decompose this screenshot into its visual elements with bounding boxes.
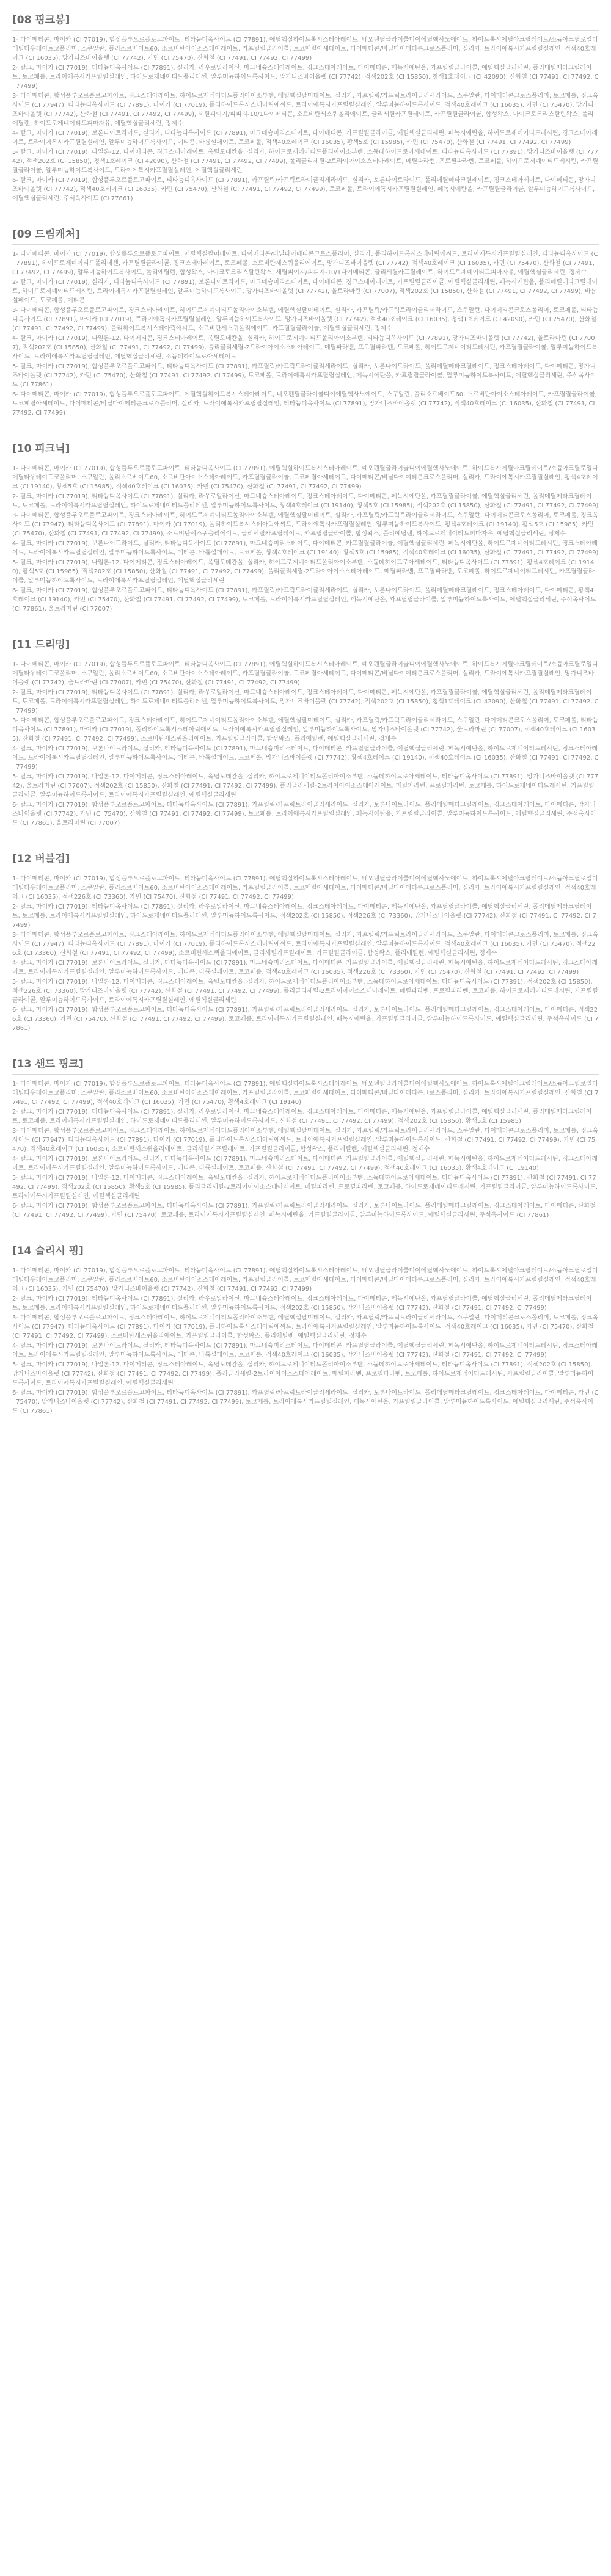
ingredient-list: 5- 탈크, 마이카 (CI 77019), 나일론-12, 다이메티콘, 징크스테아레이트, 옥틸도데칸올, 실리카, 하이드로제네이티드폴리아이소부텐, 소듐데하이드로아세테이트, 티타늄디옥사이드 (CI 77891), 황색4호레이크 (CI 19140), 황색5호 (CI 15985), 적색202호 (CI 15850), 산화철 (CI 77491, CI 77492, CI 77499), 폴리글리세릴-2트라이아이소스테아레이트, 메틸파라벤, 프로필파라벤, 토코페롤, 하이드로제네이티드레시틴, 카프릴릴글라이콜, 알루미늄하이드록사이드, 트라이에톡시카프릴릴실레인, 에틸헥실글리세린 <box>12 559 595 584</box>
ingredient-list: 4- 탈크, 마이카 (CI 77019), 보론나이트라이드, 실리카, 티타늄디옥사이드 (CI 77891), 마그네슘미리스테이트, 다이메티콘, 카프릴릴글라이콜, 에틸헥실글리세린, 페녹시에탄올, 하이드로제네이티드레시틴, 징크스테아레이트, 트라이에톡시카프릴릴실레인, 알루미늄하이드록사이드, 메티콘, 바륨설페이트, 토코페롤, 적색40호레이크 (CI 16035), 황색5호 (CI 15985), 카민 (CI 75470), 산화철 (CI 77491, CI 77492, CI 77499) <box>12 130 598 146</box>
ingredient-list: 2- 탈크, 마이카 (CI 77019), 티타늄디옥사이드 (CI 77891), 실리카, 라우로일라이신, 마그네슘스테아레이트, 징크스테아레이트, 다이메티콘, 페녹시에탄올, 카프릴릴글라이콜, 에틸헥실글리세린, 폴리메틸메타크릴레이트, 토코페롤, 트라이에톡시카프릴릴실레인, 하이드로제네이티드폴리데센, 알루미늄하이드록사이드, 황색4호레이크 (CI 19140), 황색5호 (CI 15985), 적색202호 (CI 15850), 산화철 (CI 77491, CI 77492, CI 77499) <box>12 493 599 509</box>
shade-section <box>12 225 599 418</box>
ingredient-list: 6- 탈크, 마이카 (CI 77019), 합성플루오르플로고파이트, 티타늄디옥사이드 (CI 77891), 카프릴릭/카프릭트라이글리세라이드, 실리카, 보론나이트라이드, 폴리메틸메타크릴레이트, 징크스테아레이트, 다이메티콘, 카민 (CI 75470), 망가니즈바이올렛 (CI 77742), 산화철 (CI 77491, CI 77492, CI 77499), 토코페롤, 트라이에톡시카프릴릴실레인, 페녹시에탄올, 카프릴릴글라이콜, 알루미늄하이드록사이드, 에틸헥실글리세린, 주석옥사이드 (CI 77861) <box>12 1390 599 1415</box>
ingredient-list: 5- 탈크, 마이카 (CI 77019), 나일론-12, 다이메티콘, 징크스테아레이트, 옥틸도데칸올, 실리카, 하이드로제네이티드폴리아이소부텐, 소듐데하이드로아세테이트, 티타늄디옥사이드 (CI 77891), 적색202호 (CI 15850), 적색226호 (CI 73360), 망가니즈바이올렛 (CI 77742), 산화철 (CI 77491, CI 77492, CI 77499), 폴리글리세릴-2트라이아이소스테아레이트, 메틸파라벤, 프로필파라벤, 토코페롤, 하이드로제네이티드레시틴, 카프릴릴글라이콜, 알루미늄하이드록사이드, 트라이에톡시카프릴릴실레인, 에틸헥실글리세린 <box>12 979 598 1004</box>
shade-title: [14 슬리시 핑] <box>12 1245 84 1257</box>
ingredient-list: 3- 다이메티콘, 합성플루오르플로고파이트, 징크스테아레이트, 하이드로제네이티드폴리아이소부텐, 에틸헥실팔미테이트, 실리카, 카프릴릭/카프릭트라이글리세라이드, 스쿠알란, 다이메티콘크로스폴리머, 토코페롤, 징크옥사이드 (CI 77947), 티타늄디옥사이드 (CI 77891), 마이카 (CI 77019), 폴리하이드록시스테아릭애씨드, 트라이에톡시카프릴릴실레인, 알루미늄하이드록사이드, 적색40호레이크 (CI 16035), 카민 (CI 75470), 적색226호 (CI 73360), 산화철 (CI 77491, CI 77492, CI 77499), 소르비탄세스퀴올리에이트, 글리세릴카프릴레이트, 카프릴릴글라이콜, 합성왁스, 폴리에틸렌, 에틸헥실글리세린, 정제수 <box>12 932 599 957</box>
ingredient-list: 1- 다이메티콘, 마이카 (CI 77019), 합성플루오르플로고파이트, 티타늄디옥사이드 (CI 77891), 에틸헥실하이드록시스테아레이트, 네오펜틸글라이콜디이에틸헥사노에이트, 하이드록시에틸아크릴레이트/소듐아크릴로일디메틸타우레이트코폴리머, 스쿠알란, 폴리소르베이트60, 소르비탄아이소스테아레이트, 카프릴릴글라이콜, 토코페릴아세테이트, 다이메티콘/비닐다이메티콘크로스폴리머, 실리카, 트라이에톡시카프릴릴실레인, 황색4호레이크 (CI 19140), 황색5호 (CI 15985), 적색40호레이크 (CI 16035), 카민 (CI 75470), 산화철 (CI 77491, CI 77492, CI 77499) <box>12 465 598 490</box>
section-divider <box>12 1074 599 1075</box>
ingredient-list: 3- 다이메티콘, 합성플루오르플로고파이트, 징크스테아레이트, 하이드로제네이티드폴리아이소부텐, 에틸헥실팔미테이트, 실리카, 카프릴릭/카프릭트라이글리세라이드, 스쿠알란, 다이메티콘크로스폴리머, 토코페롤, 티타늄디옥사이드 (CI 77891), 마이카 (CI 77019), 트라이에톡시카프릴릴실레인, 알루미늄하이드록사이드, 망가니즈바이올렛 (CI 77742), 적색40호레이크 (CI 16035), 청색1호레이크 (CI 42090), 카민 (CI 75470), 산화철 (CI 77491, CI 77492, CI 77499), 폴리하이드록시스테아릭애씨드, 소르비탄세스퀴올리에이트, 카프릴릴글라이콜, 에틸헥실글리세린, 정제수 <box>12 307 599 332</box>
ingredient-list: 1- 다이메티콘, 마이카 (CI 77019), 합성플루오르플로고파이트, 티타늄디옥사이드 (CI 77891), 에틸헥실하이드록시스테아레이트, 네오펜틸글라이콜디이에틸헥사노에이트, 하이드록시에틸아크릴레이트/소듐아크릴로일디메틸타우레이트코폴리머, 스쿠알란, 폴리소르베이트60, 소르비탄아이소스테아레이트, 카프릴릴글라이콜, 토코페릴아세테이트, 다이메티콘/비닐다이메티콘크로스폴리머, 실리카, 트라이에톡시카프릴릴실레인, 적색40호레이크 (CI 16035), 적색226호 (CI 73360), 카민 (CI 75470), 산화철 (CI 77491, CI 77492, CI 77499) <box>12 876 598 901</box>
ingredient-list: 2- 탈크, 마이카 (CI 77019), 실리카, 티타늄디옥사이드 (CI 77891), 보론나이트라이드, 마그네슘미리스테이트, 다이메티콘, 징크스테아레이트, 카프릴릴글라이콜, 에틸헥실글리세린, 페녹시에탄올, 폴리메틸메타크릴레이트, 하이드로제네이티드레시틴, 트라이에톡시카프릴릴실레인, 알루미늄하이드록사이드, 망가니즈바이올렛 (CI 77742), 울트라마린 (CI 77007), 적색202호 (CI 15850), 산화철 (CI 77491, CI 77492, CI 77499), 바륨설페이트, 토코페롤, 메티콘 <box>12 279 598 304</box>
ingredient-list: 1- 다이메티콘, 마이카 (CI 77019), 합성플루오르플로고파이트, 티타늄디옥사이드 (CI 77891), 에틸헥실하이드록시스테아레이트, 네오펜틸글라이콜디이에틸헥사노에이트, 하이드록시에틸아크릴레이트/소듐아크릴로일디메틸타우레이트코폴리머, 스쿠알란, 폴리소르베이트60, 소르비탄아이소스테아레이트, 카프릴릴글라이콜, 토코페릴아세테이트, 다이메티콘/비닐다이메티콘크로스폴리머, 실리카, 트라이에톡시카프릴릴실레인, 적색40호레이크 (CI 16035), 카민 (CI 75470), 망가니즈바이올렛 (CI 77742), 산화철 (CI 77491, CI 77492, CI 77499) <box>12 1268 598 1293</box>
section-divider <box>12 30 599 31</box>
shade-section <box>12 1055 599 1220</box>
ingredient-list: 6- 탈크, 마이카 (CI 77019), 합성플루오르플로고파이트, 티타늄디옥사이드 (CI 77891), 카프릴릭/카프릭트라이글리세라이드, 실리카, 보론나이트라이드, 폴리메틸메타크릴레이트, 징크스테아레이트, 다이메티콘, 산화철 (CI 77491, CI 77492, CI 77499), 카민 (CI 75470), 토코페롤, 트라이에톡시카프릴릴실레인, 페녹시에탄올, 카프릴릴글라이콜, 알루미늄하이드록사이드, 에틸헥실글리세린, 주석옥사이드 (CI 77861) <box>12 1203 596 1219</box>
shade-title: [12 버블검] <box>12 853 70 865</box>
ingredient-list: 4- 탈크, 마이카 (CI 77019), 보론나이트라이드, 실리카, 티타늄디옥사이드 (CI 77891), 마그네슘미리스테이트, 다이메티콘, 카프릴릴글라이콜, 에틸헥실글리세린, 페녹시에탄올, 하이드로제네이티드레시틴, 징크스테아레이트, 트라이에톡시카프릴릴실레인, 알루미늄하이드록사이드, 메티콘, 바륨설페이트, 토코페롤, 망가니즈바이올렛 (CI 77742), 황색4호레이크 (CI 19140), 적색40호레이크 (CI 16035), 산화철 (CI 77491, CI 77492, CI 77499) <box>12 746 599 771</box>
ingredient-list: 6- 탈크, 마이카 (CI 77019), 합성플루오르플로고파이트, 티타늄디옥사이드 (CI 77891), 카프릴릭/카프릭트라이글리세라이드, 실리카, 보론나이트라이드, 폴리메틸메타크릴레이트, 징크스테아레이트, 다이메티콘, 망가니즈바이올렛 (CI 77742), 카민 (CI 75470), 산화철 (CI 77491, CI 77492, CI 77499), 토코페롤, 트라이에톡시카프릴릴실레인, 페녹시에탄올, 카프릴릴글라이콜, 알루미늄하이드록사이드, 에틸헥실글리세린, 주석옥사이드 (CI 77861), 울트라마린 (CI 77007) <box>12 802 596 827</box>
shade-title: [08 핑크봉] <box>12 14 70 26</box>
ingredient-list: 1- 다이메티콘, 마이카 (CI 77019), 합성플루오르플로고파이트, 티타늄디옥사이드 (CI 77891), 에틸헥실하이드록시스테아레이트, 네오펜틸글라이콜디이에틸헥사노에이트, 하이드록시에틸아크릴레이트/소듐아크릴로일디메틸타우레이트코폴리머, 스쿠알란, 폴리소르베이트60, 소르비탄아이소스테아레이트, 카프릴릴글라이콜, 토코페릴아세테이트, 다이메티콘/비닐다이메티콘크로스폴리머, 실리카, 트라이에톡시카프릴릴실레인, 산화철 (CI 77491, CI 77492, CI 77499), 적색40호레이크 (CI 16035), 카민 (CI 75470), 황색4호레이크 (CI 19140) <box>12 1081 599 1106</box>
shade-section <box>12 850 599 1033</box>
shade-section <box>12 440 599 614</box>
shade-section <box>12 1242 599 1416</box>
shade-title: [10 피크닉] <box>12 443 70 455</box>
ingredient-list: 4- 탈크, 마이카 (CI 77019), 보론나이트라이드, 실리카, 티타늄디옥사이드 (CI 77891), 마그네슘미리스테이트, 다이메티콘, 카프릴릴글라이콜, 에틸헥실글리세린, 페녹시에탄올, 하이드로제네이티드레시틴, 징크스테아레이트, 트라이에톡시카프릴릴실레인, 알루미늄하이드록사이드, 메티콘, 바륨설페이트, 토코페롤, 황색4호레이크 (CI 19140), 황색5호 (CI 15985), 적색40호레이크 (CI 16035), 산화철 (CI 77491, CI 77492, CI 77499) <box>12 540 599 556</box>
ingredient-list: 2- 탈크, 마이카 (CI 77019), 티타늄디옥사이드 (CI 77891), 실리카, 라우로일라이신, 마그네슘스테아레이트, 징크스테아레이트, 다이메티콘, 페녹시에탄올, 카프릴릴글라이콜, 에틸헥실글리세린, 폴리메틸메타크릴레이트, 토코페롤, 트라이에톡시카프릴릴실레인, 하이드로제네이티드폴리데센, 알루미늄하이드록사이드, 적색202호 (CI 15850), 망가니즈바이올렛 (CI 77742), 산화철 (CI 77491, CI 77492, CI 77499) <box>12 1296 592 1312</box>
ingredient-list: 4- 탈크, 마이카 (CI 77019), 보론나이트라이드, 실리카, 티타늄디옥사이드 (CI 77891), 마그네슘미리스테이트, 다이메티콘, 카프릴릴글라이콜, 에틸헥실글리세린, 페녹시에탄올, 하이드로제네이티드레시틴, 징크스테아레이트, 트라이에톡시카프릴릴실레인, 알루미늄하이드록사이드, 메티콘, 바륨설페이트, 토코페롤, 산화철 (CI 77491, CI 77492, CI 77499), 적색40호레이크 (CI 16035), 황색4호레이크 (CI 19140) <box>12 1156 598 1172</box>
shade-title: [13 샌드 핑크] <box>12 1058 84 1070</box>
ingredient-list: 6- 다이메티콘, 마이카 (CI 77019), 합성플루오르플로고파이트, 에틸헥실하이드록시스테아레이트, 네오펜틸글라이콜디이에틸헥사노에이트, 스쿠알란, 폴리소르베이트60, 소르비탄아이소스테아레이트, 카프릴릴글라이콜, 토코페릴아세테이트, 다이메티콘/비닐다이메티콘크로스폴리머, 실리카, 트라이에톡시카프릴릴실레인, 티타늄디옥사이드 (CI 77891), 망가니즈바이올렛 (CI 77742), 적색40호레이크 (CI 16035), 산화철 (CI 77491, CI 77492, CI 77499) <box>12 391 597 416</box>
ingredient-list: 3- 다이메티콘, 합성플루오르플로고파이트, 징크스테아레이트, 하이드로제네이티드폴리아이소부텐, 에틸헥실팔미테이트, 실리카, 카프릴릭/카프릭트라이글리세라이드, 스쿠알란, 다이메티콘크로스폴리머, 토코페롤, 티타늄디옥사이드 (CI 77891), 마이카 (CI 77019), 폴리하이드록시스테아릭애씨드, 트라이에톡시카프릴릴실레인, 알루미늄하이드록사이드, 망가니즈바이올렛 (CI 77742), 울트라마린 (CI 77007), 적색40호레이크 (CI 16035), 산화철 (CI 77491, CI 77492, CI 77499), 소르비탄세스퀴올리에이트, 카프릴릴글라이콜, 합성왁스, 폴리에틸렌, 에틸헥실글리세린, 정제수 <box>12 717 599 742</box>
shade-sections <box>12 11 599 1416</box>
ingredient-list: 4- 탈크, 마이카 (CI 77019), 보론나이트라이드, 실리카, 티타늄디옥사이드 (CI 77891), 마그네슘미리스테이트, 다이메티콘, 카프릴릴글라이콜, 에틸헥실글리세린, 페녹시에탄올, 하이드로제네이티드레시틴, 징크스테아레이트, 트라이에톡시카프릴릴실레인, 알루미늄하이드록사이드, 메티콘, 바륨설페이트, 토코페롤, 적색40호레이크 (CI 16035), 적색226호 (CI 73360), 카민 (CI 75470), 산화철 (CI 77491, CI 77492, CI 77499) <box>12 960 598 976</box>
ingredient-list: 6- 탈크, 마이카 (CI 77019), 합성플루오르플로고파이트, 티타늄디옥사이드 (CI 77891), 카프릴릭/카프릭트라이글리세라이드, 실리카, 보론나이트라이드, 폴리메틸메타크릴레이트, 징크스테아레이트, 다이메티콘, 적색226호 (CI 73360), 카민 (CI 75470), 산화철 (CI 77491, CI 77492, CI 77499), 토코페롤, 트라이에톡시카프릴릴실레인, 페녹시에탄올, 카프릴릴글라이콜, 알루미늄하이드록사이드, 에틸헥실글리세린, 주석옥사이드 (CI 77861) <box>12 1007 599 1032</box>
ingredient-list: 4- 탈크, 마이카 (CI 77019), 나일론-12, 다이메티콘, 징크스테아레이트, 옥틸도데칸올, 실리카, 하이드로제네이티드폴리아이소부텐, 티타늄디옥사이드 (CI 77891), 망가니즈바이올렛 (CI 77742), 울트라마린 (CI 77007), 적색202호 (CI 15850), 산화철 (CI 77491, CI 77492, CI 77499), 폴리글리세릴-2트라이아이소스테아레이트, 메틸파라벤, 프로필파라벤, 토코페롤, 하이드로제네이티드레시틴, 카프릴릴글라이콜, 알루미늄하이드록사이드, 트라이에톡시카프릴릴실레인, 에틸헥실글리세린, 소듐데하이드로아세테이트 <box>12 335 598 360</box>
ingredient-list: 5- 탈크, 마이카 (CI 77019), 나일론-12, 다이메티콘, 징크스테아레이트, 옥틸도데칸올, 실리카, 하이드로제네이티드폴리아이소부텐, 소듐데하이드로아세테이트, 티타늄디옥사이드 (CI 77891), 망가니즈바이올렛 (CI 77742), 울트라마린 (CI 77007), 적색202호 (CI 15850), 산화철 (CI 77491, CI 77492, CI 77499), 폴리글리세릴-2트라이아이소스테아레이트, 메틸파라벤, 프로필파라벤, 토코페롤, 하이드로제네이티드레시틴, 카프릴릴글라이콜, 알루미늄하이드록사이드, 트라이에톡시카프릴릴실레인, 에틸헥실글리세린 <box>12 774 598 799</box>
shade-section <box>12 11 599 203</box>
shade-title: [09 드림캐처] <box>12 228 80 241</box>
ingredient-list: 6- 탈크, 마이카 (CI 77019), 합성플루오르플로고파이트, 티타늄디옥사이드 (CI 77891), 카프릴릭/카프릭트라이글리세라이드, 실리카, 보론나이트라이드, 폴리메틸메타크릴레이트, 징크스테아레이트, 다이메티콘, 망가니즈바이올렛 (CI 77742), 적색40호레이크 (CI 16035), 카민 (CI 75470), 산화철 (CI 77491, CI 77492, CI 77499), 토코페롤, 트라이에톡시카프릴릴실레인, 페녹시에탄올, 카프릴릴글라이콜, 알루미늄하이드록사이드, 에틸헥실글리세린, 주석옥사이드 (CI 77861) <box>12 177 596 202</box>
ingredient-list: 2- 탈크, 마이카 (CI 77019), 티타늄디옥사이드 (CI 77891), 실리카, 라우로일라이신, 마그네슘스테아레이트, 징크스테아레이트, 다이메티콘, 페녹시에탄올, 카프릴릴글라이콜, 에틸헥실글리세린, 폴리메틸메타크릴레이트, 토코페롤, 트라이에톡시카프릴릴실레인, 하이드로제네이티드폴리데센, 알루미늄하이드록사이드, 망가니즈바이올렛 (CI 77742), 적색202호 (CI 15850), 청색1호레이크 (CI 42090), 산화철 (CI 77491, CI 77492, CI 77499) <box>12 65 599 90</box>
shade-section <box>12 636 599 828</box>
ingredient-list: 3- 다이메티콘, 합성플루오르플로고파이트, 징크스테아레이트, 하이드로제네이티드폴리아이소부텐, 에틸헥실팔미테이트, 실리카, 카프릴릭/카프릭트라이글리세라이드, 스쿠알란, 다이메티콘크로스폴리머, 토코페롤, 징크옥사이드 (CI 77947), 티타늄디옥사이드 (CI 77891), 마이카 (CI 77019), 폴리하이드록시스테아릭애씨드, 트라이에톡시카프릴릴실레인, 알루미늄하이드록사이드, 적색40호레이크 (CI 16035), 카민 (CI 75470), 산화철 (CI 77491, CI 77492, CI 77499), 소르비탄세스퀴올리에이트, 카프릴릴글라이콜, 합성왁스, 폴리에틸렌, 에틸헥실글리세린, 정제수 <box>12 1315 599 1340</box>
shade-title: [11 드리밍] <box>12 639 70 651</box>
ingredient-list: 3- 다이메티콘, 합성플루오르플로고파이트, 징크스테아레이트, 하이드로제네이티드폴리아이소부텐, 에틸헥실팔미테이트, 실리카, 카프릴릭/카프릭트라이글리세라이드, 스쿠알란, 다이메티콘크로스폴리머, 토코페롤, 징크옥사이드 (CI 77947), 티타늄디옥사이드 (CI 77891), 마이카 (CI 77019), 폴리하이드록시스테아릭애씨드, 트라이에톡시카프릴릴실레인, 알루미늄하이드록사이드, 황색4호레이크 (CI 19140), 황색5호 (CI 15985), 카민 (CI 75470), 산화철 (CI 77491, CI 77492, CI 77499), 소르비탄세스퀴올리에이트, 글리세릴카프릴레이트, 카프릴릴글라이콜, 합성왁스, 폴리에틸렌, 하이드로제네이티드피마자유, 에틸헥실글리세린, 정제수 <box>12 512 599 537</box>
ingredient-list: 2- 탈크, 마이카 (CI 77019), 티타늄디옥사이드 (CI 77891), 실리카, 라우로일라이신, 마그네슘스테아레이트, 징크스테아레이트, 다이메티콘, 페녹시에탄올, 카프릴릴글라이콜, 에틸헥실글리세린, 폴리메틸메타크릴레이트, 토코페롤, 트라이에톡시카프릴릴실레인, 하이드로제네이티드폴리데센, 알루미늄하이드록사이드, 망가니즈바이올렛 (CI 77742), 적색202호 (CI 15850), 청색1호레이크 (CI 42090), 산화철 (CI 77491, CI 77492, CI 77499) <box>12 689 599 714</box>
ingredient-list: 3- 다이메티콘, 합성플루오르플로고파이트, 징크스테아레이트, 하이드로제네이티드폴리아이소부텐, 에틸헥실팔미테이트, 실리카, 카프릴릭/카프릭트라이글리세라이드, 스쿠알란, 다이메티콘크로스폴리머, 토코페롤, 징크옥사이드 (CI 77947), 티타늄디옥사이드 (CI 77891), 마이카 (CI 77019), 폴리하이드록시스테아릭애씨드, 트라이에톡시카프릴릴실레인, 알루미늄하이드록사이드, 적색40호레이크 (CI 16035), 카민 (CI 75470), 망가니즈바이올렛 (CI 77742), 산화철 (CI 77491, CI 77492, CI 77499), 세틸피이지/피피지-10/1다이메티콘, 소르비탄세스퀴올리에이트, 글리세릴카프릴레이트, 카프릴릴글라이콜, 합성왁스, 마이크로크리스탈린왁스, 폴리에틸렌, 하이드로제네이티드피마자유, 에틸헥실글리세린, 정제수 <box>12 93 599 127</box>
ingredient-list: 1- 다이메티콘, 마이카 (CI 77019), 합성플루오르플로고파이트, 티타늄디옥사이드 (CI 77891), 에틸헥실하이드록시스테아레이트, 네오펜틸글라이콜디이에틸헥사노에이트, 하이드록시에틸아크릴레이트/소듐아크릴로일디메틸타우레이트코폴리머, 스쿠알란, 폴리소르베이트60, 소르비탄아이소스테아레이트, 카프릴릴글라이콜, 토코페릴아세테이트, 다이메티콘/비닐다이메티콘크로스폴리머, 실리카, 트라이에톡시카프릴릴실레인, 망가니즈바이올렛 (CI 77742), 울트라마린 (CI 77007), 카민 (CI 75470), 산화철 (CI 77491, CI 77492, CI 77499) <box>12 661 598 686</box>
ingredient-list: 6- 탈크, 마이카 (CI 77019), 합성플루오르플로고파이트, 티타늄디옥사이드 (CI 77891), 카프릴릭/카프릭트라이글리세라이드, 실리카, 보론나이트라이드, 폴리메틸메타크릴레이트, 징크스테아레이트, 다이메티콘, 황색4호레이크 (CI 19140), 카민 (CI 75470), 산화철 (CI 77491, CI 77492, CI 77499), 토코페롤, 트라이에톡시카프릴릴실레인, 페녹시에탄올, 카프릴릴글라이콜, 알루미늄하이드록사이드, 에틸헥실글리세린, 주석옥사이드 (CI 77861), 울트라마린 (CI 77007) <box>12 587 596 612</box>
ingredient-list: 2- 탈크, 마이카 (CI 77019), 티타늄디옥사이드 (CI 77891), 실리카, 라우로일라이신, 마그네슘스테아레이트, 징크스테아레이트, 다이메티콘, 페녹시에탄올, 카프릴릴글라이콜, 에틸헥실글리세린, 폴리메틸메타크릴레이트, 토코페롤, 트라이에톡시카프릴릴실레인, 하이드로제네이티드폴리데센, 알루미늄하이드록사이드, 적색202호 (CI 15850), 적색226호 (CI 73360), 망가니즈바이올렛 (CI 77742), 산화철 (CI 77491, CI 77492, CI 77499) <box>12 904 596 929</box>
ingredient-list: 5- 탈크, 마이카 (CI 77019), 나일론-12, 다이메티콘, 징크스테아레이트, 옥틸도데칸올, 실리카, 하이드로제네이티드폴리아이소부텐, 소듐데하이드로아세테이트, 티타늄디옥사이드 (CI 77891), 적색202호 (CI 15850), 망가니즈바이올렛 (CI 77742), 산화철 (CI 77491, CI 77492, CI 77499), 폴리글리세릴-2트라이아이소스테아레이트, 메틸파라벤, 프로필파라벤, 토코페롤, 하이드로제네이티드레시틴, 카프릴릴글라이콜, 알루미늄하이드록사이드, 트라이에톡시카프릴릴실레인, 에틸헥실글리세린 <box>12 1362 594 1387</box>
section-divider <box>12 244 599 245</box>
ingredient-list: 1- 다이메티콘, 마이카 (CI 77019), 합성플루오르플로고파이트, 에틸헥실팔미테이트, 다이메티콘/비닐다이메티콘크로스폴리머, 실리카, 폴리하이드록시스테아릭애씨드, 트라이에톡시카프릴릴실레인, 티타늄디옥사이드 (CI 77891), 하이드로제네이티드폴리데센, 카프릴릴글라이콜, 징크스테아레이트, 토코페롤, 소르비탄세스퀴올리에이트, 망가니즈바이올렛 (CI 77742), 적색40호레이크 (CI 16035), 카민 (CI 75470), 산화철 (CI 77491, CI 77492, CI 77499), 알루미늄하이드록사이드, 폴리에틸렌, 합성왁스, 마이크로크리스탈린왁스, 세틸피이지/피피지-10/1다이메티콘, 글리세릴카프릴레이트, 하이드로제네이티드피마자유, 에틸헥실글리세린, 정제수 <box>12 251 598 276</box>
ingredient-list: 3- 다이메티콘, 합성플루오르플로고파이트, 징크스테아레이트, 하이드로제네이티드폴리아이소부텐, 에틸헥실팔미테이트, 실리카, 카프릴릭/카프릭트라이글리세라이드, 스쿠알란, 다이메티콘크로스폴리머, 토코페롤, 징크옥사이드 (CI 77947), 티타늄디옥사이드 (CI 77891), 마이카 (CI 77019), 폴리하이드록시스테아릭애씨드, 트라이에톡시카프릴릴실레인, 알루미늄하이드록사이드, 산화철 (CI 77491, CI 77492, CI 77499), 카민 (CI 75470), 적색40호레이크 (CI 16035), 소르비탄세스퀴올리에이트, 글리세릴카프릴레이트, 카프릴릴글라이콜, 합성왁스, 폴리에틸렌, 에틸헥실글리세린, 정제수 <box>12 1128 599 1153</box>
ingredient-list: 4- 탈크, 마이카 (CI 77019), 보론나이트라이드, 실리카, 티타늄디옥사이드 (CI 77891), 마그네슘미리스테이트, 다이메티콘, 카프릴릴글라이콜, 에틸헥실글리세린, 페녹시에탄올, 하이드로제네이티드레시틴, 징크스테아레이트, 트라이에톡시카프릴릴실레인, 알루미늄하이드록사이드, 메티콘, 바륨설페이트, 토코페롤, 적색40호레이크 (CI 16035), 망가니즈바이올렛 (CI 77742), 산화철 (CI 77491, CI 77492, CI 77499) <box>12 1343 598 1359</box>
ingredient-list: 5- 탈크, 마이카 (CI 77019), 합성플루오르플로고파이트, 티타늄디옥사이드 (CI 77891), 카프릴릭/카프릭트라이글리세라이드, 실리카, 보론나이트라이드, 폴리메틸메타크릴레이트, 징크스테아레이트, 다이메티콘, 망가니즈바이올렛 (CI 77742), 카민 (CI 75470), 산화철 (CI 77491, CI 77492, CI 77499), 토코페롤, 트라이에톡시카프릴릴실레인, 페녹시에탄올, 카프릴릴글라이콜, 알루미늄하이드록사이드, 에틸헥실글리세린, 주석옥사이드 (CI 77861) <box>12 363 596 388</box>
ingredient-list: 2- 탈크, 마이카 (CI 77019), 티타늄디옥사이드 (CI 77891), 실리카, 라우로일라이신, 마그네슘스테아레이트, 징크스테아레이트, 다이메티콘, 페녹시에탄올, 카프릴릴글라이콜, 에틸헥실글리세린, 폴리메틸메타크릴레이트, 토코페롤, 트라이에톡시카프릴릴실레인, 하이드로제네이티드폴리데센, 알루미늄하이드록사이드, 산화철 (CI 77491, CI 77492, CI 77499), 적색202호 (CI 15850), 황색5호 (CI 15985) <box>12 1109 592 1125</box>
ingredient-list: 5- 탈크, 마이카 (CI 77019), 나일론-12, 다이메티콘, 징크스테아레이트, 옥틸도데칸올, 실리카, 하이드로제네이티드폴리아이소부텐, 소듐데하이드로아세테이트, 티타늄디옥사이드 (CI 77891), 산화철 (CI 77491, CI 77492, CI 77499), 적색202호 (CI 15850), 황색5호 (CI 15985), 폴리글리세릴-2트라이아이소스테아레이트, 메틸파라벤, 프로필파라벤, 토코페롤, 하이드로제네이티드레시틴, 카프릴릴글라이콜, 알루미늄하이드록사이드, 트라이에톡시카프릴릴실레인, 에틸헥실글리세린 <box>12 1175 598 1200</box>
ingredient-list: 1- 다이메티콘, 마이카 (CI 77019), 합성플루오르플로고파이트, 티타늄디옥사이드 (CI 77891), 에틸헥실하이드록시스테아레이트, 네오펜틸글라이콜디이에틸헥사노에이트, 하이드록시에틸아크릴레이트/소듐아크릴로일디메틸타우레이트코폴리머, 스쿠알란, 폴리소르베이트60, 소르비탄아이소스테아레이트, 카프릴릴글라이콜, 토코페릴아세테이트, 다이메티콘/비닐다이메티콘크로스폴리머, 실리카, 트라이에톡시카프릴릴실레인, 적색40호레이크 (CI 16035), 망가니즈바이올렛 (CI 77742), 카민 (CI 75470), 산화철 (CI 77491, CI 77492, CI 77499) <box>12 37 598 62</box>
ingredient-list: 5- 탈크, 마이카 (CI 77019), 나일론-12, 다이메티콘, 징크스테아레이트, 옥틸도데칸올, 실리카, 하이드로제네이티드폴리아이소부텐, 소듐데하이드로아세테이트, 티타늄디옥사이드 (CI 77891), 망가니즈바이올렛 (CI 77742), 적색202호 (CI 15850), 청색1호레이크 (CI 42090), 산화철 (CI 77491, CI 77492, CI 77499), 폴리글리세릴-2트라이아이소스테아레이트, 메틸파라벤, 프로필파라벤, 토코페롤, 하이드로제네이티드레시틴, 카프릴릴글라이콜, 알루미늄하이드록사이드, 트라이에톡시카프릴릴실레인, 에틸헥실글리세린 <box>12 149 599 174</box>
